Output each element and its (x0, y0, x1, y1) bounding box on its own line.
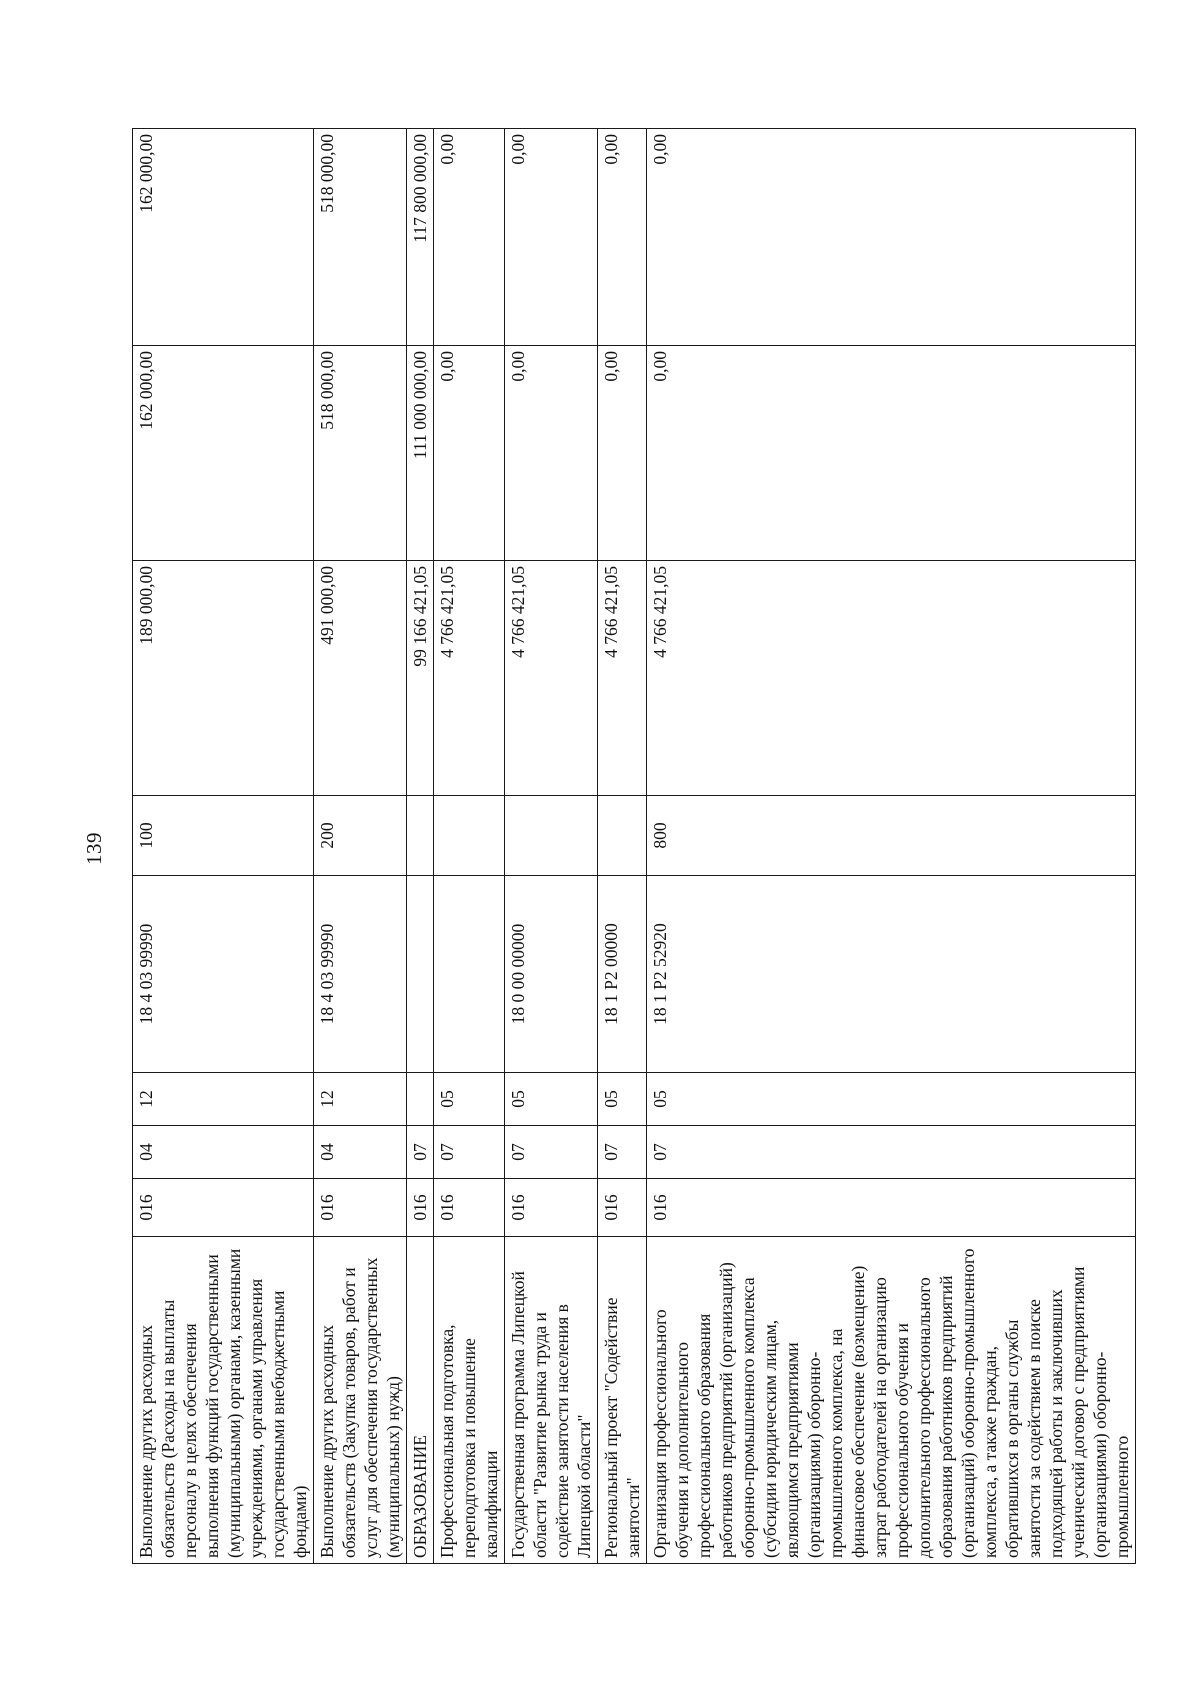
ministry-code-cell: 016 (647, 1179, 1136, 1237)
amount-cell-2: 518 000,00 (314, 346, 407, 561)
target-article-cell (434, 876, 505, 1073)
amount-cell-1: 189 000,00 (133, 561, 314, 796)
subsection-code-cell: 05 (598, 1073, 647, 1126)
ministry-code-cell: 016 (598, 1179, 647, 1237)
ministry-code-cell: 016 (407, 1179, 434, 1237)
expense-kind-cell (407, 796, 434, 876)
section-code-cell: 07 (407, 1126, 434, 1179)
section-code-cell: 07 (505, 1126, 598, 1179)
subsection-code-cell (407, 1073, 434, 1126)
table-row (133, 129, 314, 1564)
target-article-cell: 18 4 03 99990 (133, 876, 314, 1073)
target-article-cell: 18 4 03 99990 (314, 876, 407, 1073)
expense-kind-cell: 200 (314, 796, 407, 876)
table-row (434, 129, 505, 1564)
subsection-code-cell: 12 (133, 1073, 314, 1126)
table-row (647, 129, 1136, 1564)
row-name-cell: Организация профессионального обучения и дополнительного профессионального образования работников предприятий (организаций) оборонно-промышленного комплекса (субсидии юридическим лицам, являющимся предприятиями (организациями) оборонно-промышленного комплекса, на финансовое обеспечение (возмещение) затрат работодателей на организацию профессионального обучения и дополнительного профессионального образования работников предприятий (организаций) оборонно-промышленного комплекса, а также граждан, обратившихся в органы службы занятости за содействием в поиске подходящей работы и заключивших ученический договор с предприятиями (организациями) оборонно-промышленного (647, 1237, 1136, 1564)
target-article-cell: 18 1 P2 52920 (647, 876, 1136, 1073)
amount-cell-3: 162 000,00 (133, 129, 314, 346)
table-body (133, 129, 1136, 1564)
amount-cell-3: 0,00 (434, 129, 505, 346)
row-name-cell: Государственная программа Липецкой области "Развитие рынка труда и содействие занятости населения в Липецкой области" (505, 1237, 598, 1564)
target-article-cell: 18 1 P2 00000 (598, 876, 647, 1073)
expense-kind-cell: 800 (647, 796, 1136, 876)
row-name-cell: ОБРАЗОВАНИЕ (407, 1237, 434, 1564)
target-article-cell: 18 0 00 00000 (505, 876, 598, 1073)
section-code-cell: 07 (434, 1126, 505, 1179)
page-number: 139 (82, 832, 106, 865)
subsection-code-cell: 05 (434, 1073, 505, 1126)
row-name-cell: Выполнение других расходных обязательств (Закупка товаров, работ и услуг для обеспечения государственных (муниципальных) нужд) (314, 1237, 407, 1564)
table-row (598, 129, 647, 1564)
amount-cell-3: 117 800 000,00 (407, 129, 434, 346)
table-row (407, 129, 434, 1564)
amount-cell-1: 4 766 421,05 (598, 561, 647, 796)
amount-cell-3: 0,00 (505, 129, 598, 346)
expense-kind-cell: 100 (133, 796, 314, 876)
subsection-code-cell: 05 (505, 1073, 598, 1126)
amount-cell-3: 518 000,00 (314, 129, 407, 346)
amount-cell-2: 162 000,00 (133, 346, 314, 561)
table-row (505, 129, 598, 1564)
subsection-code-cell: 12 (314, 1073, 407, 1126)
section-code-cell: 07 (647, 1126, 1136, 1179)
budget-table (132, 128, 1136, 1564)
target-article-cell (407, 876, 434, 1073)
amount-cell-2: 0,00 (434, 346, 505, 561)
amount-cell-1: 491 000,00 (314, 561, 407, 796)
expense-kind-cell (434, 796, 505, 876)
ministry-code-cell: 016 (434, 1179, 505, 1237)
amount-cell-3: 0,00 (598, 129, 647, 346)
expense-kind-cell (505, 796, 598, 876)
amount-cell-1: 4 766 421,05 (434, 561, 505, 796)
amount-cell-2: 0,00 (505, 346, 598, 561)
subsection-code-cell: 05 (647, 1073, 1136, 1126)
row-name-cell: Выполнение других расходных обязательств (Расходы на выплаты персоналу в целях обеспечения выполнения функций государственными (муниципальными) органами, казенными учреждениями, органами управления государственными внебюджетными фондами) (133, 1237, 314, 1564)
amount-cell-2: 111 000 000,00 (407, 346, 434, 561)
amount-cell-1: 4 766 421,05 (647, 561, 1136, 796)
row-name-cell: Региональный проект "Содействие занятости" (598, 1237, 647, 1564)
ministry-code-cell: 016 (314, 1179, 407, 1237)
row-name-cell: Профессиональная подготовка, переподготовка и повышение квалификации (434, 1237, 505, 1564)
amount-cell-1: 4 766 421,05 (505, 561, 598, 796)
amount-cell-2: 0,00 (647, 346, 1136, 561)
amount-cell-2: 0,00 (598, 346, 647, 561)
table-row (314, 129, 407, 1564)
expense-kind-cell (598, 796, 647, 876)
section-code-cell: 07 (598, 1126, 647, 1179)
amount-cell-1: 99 166 421,05 (407, 561, 434, 796)
amount-cell-3: 0,00 (647, 129, 1136, 346)
section-code-cell: 04 (314, 1126, 407, 1179)
section-code-cell: 04 (133, 1126, 314, 1179)
ministry-code-cell: 016 (133, 1179, 314, 1237)
ministry-code-cell: 016 (505, 1179, 598, 1237)
